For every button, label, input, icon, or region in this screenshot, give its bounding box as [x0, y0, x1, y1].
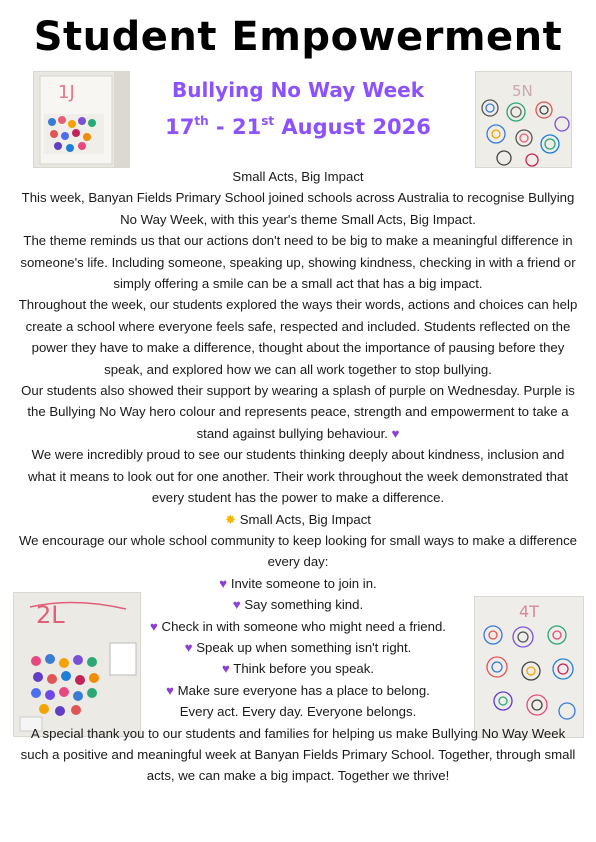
- date-start-suffix: th: [194, 114, 209, 128]
- paragraph-encourage: We encourage our whole school community to keep looking for small ways to make a difference every day:: [18, 532, 578, 570]
- paragraph-theme: The theme reminds us that our actions don't need to be big to make a meaningful difference in someone's life. Including someone, speaking up, showing kindness, checking in with a friend or simply offering a smile can be a small act that has a big impact.: [20, 233, 576, 292]
- action-text: Say something kind.: [244, 597, 364, 613]
- paragraph-intro: This week, Banyan Fields Primary School joined schools across Australia to recognise Bullying No Way Week, with this year's theme Small Acts, Big Impact.: [21, 190, 575, 227]
- paragraph-purple: [18, 380, 578, 444]
- action-item: [18, 658, 578, 679]
- page-title: Student Empowerment: [33, 14, 563, 60]
- poster-1j-image: [34, 72, 129, 167]
- sun-icon: ✸: [225, 511, 237, 527]
- action-item: [18, 616, 578, 637]
- theme-heading: Small Acts, Big Impact: [232, 169, 364, 184]
- action-item: [18, 594, 578, 615]
- theme-callout-text: Small Acts, Big Impact: [239, 511, 371, 527]
- purple-heart-icon: ♥: [166, 682, 174, 698]
- action-text: Check in with someone who might need a friend.: [161, 618, 446, 634]
- action-text: Make sure everyone has a place to belong.: [177, 682, 430, 698]
- poster-label-4t: 4T: [519, 602, 539, 621]
- purple-heart-icon: ♥: [232, 597, 241, 613]
- purple-heart-icon: ♥: [219, 575, 228, 591]
- photo-class-5n: [475, 71, 572, 168]
- theme-callout: [18, 509, 578, 530]
- poster-5n-image: [476, 72, 571, 167]
- action-text: Speak up when something isn't right.: [196, 639, 412, 655]
- action-item: [18, 573, 578, 594]
- action-item: [18, 680, 578, 701]
- paragraph-thanks: A special thank you to our students and families for helping us make Bullying No Way Week such a positive and meaningful week at Banyan Fields Primary School. Together, through small acts, we can make a big impact. Together we thrive!: [20, 725, 576, 784]
- date-end-day: 21: [231, 115, 262, 139]
- poster-label-2l: 2L: [36, 601, 65, 629]
- paragraph-proud: We were incredibly proud to see our students thinking deeply about kindness, inclusion and what it means to look out for one another. Their work throughout the week demonstrated that every student has the power to make a difference.: [27, 447, 569, 506]
- action-text: Invite someone to join in.: [230, 575, 377, 591]
- date-start-day: 17: [165, 115, 195, 139]
- action-text: Think before you speak.: [233, 661, 375, 677]
- purple-heart-icon: ♥: [184, 639, 193, 655]
- photo-class-1j: [33, 71, 130, 168]
- event-name: Bullying No Way Week: [171, 78, 425, 102]
- paragraph-week: Throughout the week, our students explored the ways their words, actions and choices can help create a school where everyone feels safe, respected and included. Students reflected on the power they have to make a difference, thought about the importance of pausing before they speak, and explored how we can all work together to stop bullying.: [18, 297, 578, 377]
- paragraph-purple-text: Our students also showed their support by wearing a splash of purple on Wednesday. Purple is the Bullying No Way hero colour and represents peace, strength and empowerment to take a stand against bullying behaviour.: [21, 383, 575, 441]
- action-item: [18, 637, 578, 658]
- date-rest: August 2026: [274, 115, 431, 139]
- date-end-suffix: st: [261, 114, 275, 128]
- poster-label-1j: 1J: [58, 82, 75, 103]
- purple-heart-icon: ♥: [150, 618, 158, 634]
- poster-label-5n: 5N: [512, 82, 533, 100]
- article-body: [18, 166, 578, 787]
- event-dates: [120, 114, 476, 139]
- slogan: Every act. Every day. Everyone belongs.: [179, 704, 417, 720]
- purple-heart-icon: ♥: [221, 661, 230, 677]
- purple-heart-icon: ♥: [391, 425, 400, 441]
- date-separator: -: [208, 115, 232, 139]
